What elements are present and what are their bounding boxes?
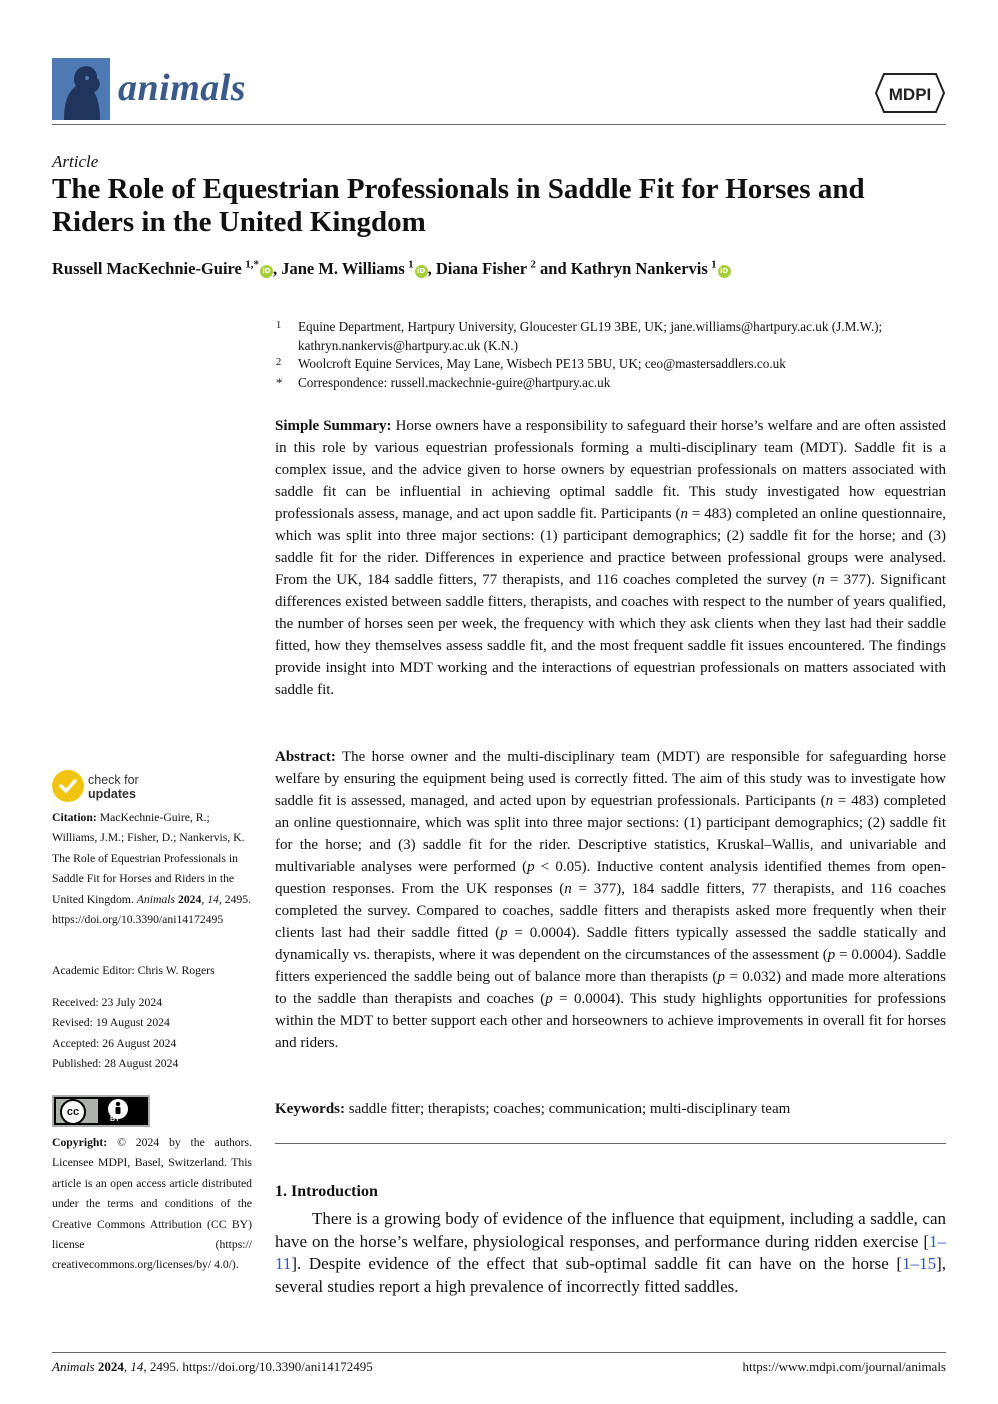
by-label: BY bbox=[110, 1116, 120, 1123]
intro-text: ]. Despite evidence of the effect that sub-optimal saddle fit can have on the horse [ bbox=[291, 1254, 903, 1273]
author-affil-sup: 1,* bbox=[245, 258, 259, 271]
math-var: n bbox=[825, 793, 834, 809]
abstract-label: Abstract: bbox=[275, 749, 336, 765]
footer-journal-url[interactable]: https://www.mdpi.com/journal/animals bbox=[742, 1359, 946, 1374]
summary-text: = 483) completed an online questionnaire, which was split into three major sections: (1) participant demographics; (2) saddle fit for the horse; and (3) saddle fit for the rider. Differences in experience and practice between professional groups were analysed. From the UK, 184 saddle fitters, 77 therapists, and 116 coaches completed the survey ( bbox=[275, 506, 947, 588]
author-conjunction: and bbox=[540, 259, 567, 278]
affiliation-mark: * bbox=[276, 374, 283, 390]
publisher-name: MDPI bbox=[888, 85, 932, 104]
math-var: p bbox=[827, 947, 836, 963]
affiliation-text: Woolcroft Equine Services, May Lane, Wisbech PE13 5BU, UK; ceo@mastersaddlers.co.uk bbox=[298, 356, 786, 371]
cc-icon: cc bbox=[60, 1099, 86, 1125]
abstract-text: < 0.05). Inductive content analysis identified themes from open-question responses. From the UK responses ( bbox=[275, 859, 946, 897]
abstract-text: = 0.0004). This study highlights opportunities for professions within the MDT to better support each other and horseowners to achieve improvements in overall fit for horses and riders. bbox=[275, 991, 947, 1051]
math-var: n bbox=[680, 506, 688, 522]
copyright-text: © 2024 by the authors. Licensee MDPI, Basel, Switzerland. This article is an open access article distributed under the terms and conditions of the Creative Commons Attribution (CC BY) license (https:// creativecommons.org/licenses/by/ 4.0/). bbox=[52, 1136, 252, 1272]
math-var: p bbox=[500, 925, 508, 941]
math-var: p bbox=[545, 991, 553, 1007]
journal-logo-icon bbox=[52, 58, 110, 120]
cc-by-license-badge[interactable] bbox=[52, 1095, 150, 1127]
affiliations bbox=[276, 318, 948, 392]
author-affil-sup: 1 bbox=[408, 258, 414, 271]
correspondence-text: Correspondence: russell.mackechnie-guire@hartpury.ac.uk bbox=[298, 374, 611, 390]
check-updates-label bbox=[88, 773, 139, 801]
citation-block: Citation: MacKechnie-Guire, R.; Williams, J.M.; Fisher, D.; Nankervis, K. The Role of Equestrian Professionals in Saddle Fit for Horses and Riders in the United Kingdom. Animals 2024, 14, 2495. https://doi.org/10.3390/ani14172495 bbox=[52, 811, 252, 927]
summary-text: Horse owners have a responsibility to safeguard their horse’s welfare and are often assisted in this role by various equestrian professionals forming a multi-disciplinary team (MDT). Saddle fit is a complex issue, and the advice given to horse owners by equestrian professionals on matters associated with saddle fit can be influential in achieving optimal saddle fit. This study investigated how equestrian professionals assess, manage, and act upon saddle fit. Participants ( bbox=[275, 418, 947, 522]
citation-journal: Animals bbox=[136, 892, 176, 906]
footer-volume: 14 bbox=[130, 1359, 144, 1374]
affiliation-item bbox=[276, 355, 948, 374]
orcid-icon[interactable]: iD bbox=[260, 265, 273, 278]
abstract bbox=[275, 746, 946, 1054]
keywords-label: Keywords: bbox=[275, 1101, 345, 1117]
summary-text: = 377). Significant differences existed between saddle fitters, therapists, and coaches with respect to the number of years qualified, the number of horses seen per week, the frequency with which they ask clients when they last had their saddle fitted, how they themselves assess saddle fit, and the most frequent saddle fit issues encountered. The findings provide insight into MDT working and the interactions of equestrian professionals on matters associated with saddle fit. bbox=[275, 572, 946, 698]
check-for-updates-button[interactable] bbox=[52, 770, 202, 804]
header-rule bbox=[52, 124, 946, 125]
author-name[interactable]: Diana Fisher bbox=[435, 259, 528, 278]
citation-label: Citation: bbox=[52, 811, 97, 824]
check-updates-icon bbox=[52, 770, 84, 802]
citation-text: MacKechnie-Guire, R.; Williams, J.M.; Fisher, D.; Nankervis, K. The Role of Equestrian Professionals in Saddle Fit for Horses and Riders in the United Kingdom. bbox=[52, 811, 245, 906]
section-rule bbox=[275, 1143, 946, 1144]
abstract-text: = 377), 184 saddle fitters, 77 therapists, and 116 coaches completed the survey. Compared to coaches, saddle fitters and therapists asked more frequently when their clients last had their saddle fitted ( bbox=[275, 881, 946, 941]
dates-block bbox=[52, 993, 252, 1075]
footer-doi[interactable]: , 2495. https://doi.org/10.3390/ani14172495 bbox=[143, 1359, 373, 1374]
academic-editor: Academic Editor: Chris W. Rogers bbox=[52, 964, 215, 977]
author-list: Russell MacKechnie-Guire $^{1,*}$iD , Jane M. Williams $^1$iD , Diana Fisher $^2$ and Kathryn Nankervis $^1$iD bbox=[52, 259, 946, 279]
footer-journal: Animals bbox=[52, 1359, 95, 1374]
received-date: Received: 23 July 2024 bbox=[52, 996, 163, 1009]
author-name[interactable]: Kathryn Nankervis bbox=[570, 259, 708, 278]
section-heading: 1. Introduction bbox=[275, 1183, 378, 1200]
reference-link[interactable]: 1–15 bbox=[902, 1254, 937, 1273]
affiliation-mark: 1 bbox=[276, 320, 282, 331]
summary-label: Simple Summary: bbox=[275, 418, 392, 434]
orcid-icon[interactable]: iD bbox=[415, 265, 428, 278]
simple-summary bbox=[275, 415, 946, 701]
revised-date: Revised: 19 August 2024 bbox=[52, 1016, 170, 1030]
abstract-text: = 0.0004). Saddle fitters typically assessed the saddle statically and dynamically vs. therapists, where it was dependent on the circumstances of the assessment ( bbox=[275, 925, 947, 963]
citation-volume: 14 bbox=[207, 892, 219, 906]
author-affil-sup: 1 bbox=[711, 258, 717, 271]
article-title: The Role of Equestrian Professionals in Saddle Fit for Horses and Riders in the United Kingdom bbox=[52, 173, 865, 238]
author-affil-sup: 2 bbox=[530, 258, 536, 271]
abstract-text: = 483) completed an online questionnaire, which was split into three major sections: (1) participant demographics; (2) saddle fit for the horse; and (3) saddle fit for the rider. Descriptive statistics, Kruskal–Wallis, and univariable and multivariable analyses were performed ( bbox=[275, 793, 946, 875]
correspondence-item bbox=[276, 374, 948, 393]
math-var: p bbox=[527, 859, 535, 875]
copyright-block bbox=[52, 1133, 252, 1276]
affiliation-mark: 2 bbox=[276, 357, 282, 368]
copyright-label: Copyright: bbox=[52, 1136, 108, 1149]
math-var: n bbox=[817, 572, 825, 588]
footer-year: 2024 bbox=[97, 1359, 124, 1374]
mdpi-logo-icon bbox=[874, 72, 946, 119]
cc-badge-panel bbox=[56, 1099, 98, 1123]
intro-paragraph bbox=[275, 1208, 946, 1298]
abstract-text: = 0.032) and made more alterations to the saddle than therapists and coaches ( bbox=[275, 969, 946, 1007]
abstract-text: The horse owner and the multi-disciplinary team (MDT) are responsible for safeguarding horse welfare by ensuring the equipment being used is correctly fitted. The aim of this study was to investigate how saddle fit is assessed, managed, and acted upon by equestrian professionals. Participants ( bbox=[275, 749, 946, 809]
keywords-text: saddle fitter; therapists; coaches; communication; multi-disciplinary team bbox=[348, 1101, 791, 1117]
keywords bbox=[275, 1098, 946, 1120]
footer-rule bbox=[52, 1352, 946, 1353]
affiliation-text: kathryn.nankervis@hartpury.ac.uk (K.N.) bbox=[298, 337, 519, 353]
reference-link[interactable]: 1–11 bbox=[275, 1231, 946, 1273]
article-type: Article bbox=[52, 152, 99, 171]
check-updates-line: check for bbox=[88, 773, 139, 787]
math-var: p bbox=[717, 969, 725, 985]
accepted-date: Accepted: 26 August 2024 bbox=[52, 1036, 177, 1050]
intro-text: There is a growing body of evidence of the influence that equipment, including a saddle, can have on the horse’s welfare, physiological responses, and performance during ridden exercise [ bbox=[275, 1209, 946, 1251]
affiliation-item bbox=[276, 318, 948, 355]
intro-text: ], several studies report a high prevalence of incorrectly fitted saddles. bbox=[275, 1254, 946, 1296]
footer-citation: Animals 2024, 14, 2495. https://doi.org/10.3390/ani14172495 bbox=[52, 1359, 373, 1374]
author-name[interactable]: Russell MacKechnie-Guire bbox=[52, 259, 242, 278]
journal-name: animals bbox=[118, 67, 247, 109]
abstract-text: = 0.0004). Saddle fitters experienced the saddle being out of balance more than therapists ( bbox=[275, 947, 946, 985]
affiliation-text: Equine Department, Hartpury University, Gloucester GL19 3BE, UK; jane.williams@hartpury.ac.uk (J.M.W.); bbox=[298, 319, 883, 334]
journal-header bbox=[52, 58, 946, 124]
published-date: Published: 28 August 2024 bbox=[52, 1057, 179, 1071]
author-name[interactable]: Jane M. Williams bbox=[281, 259, 405, 278]
citation-text[interactable]: , 2495. https://doi.org/10.3390/ani14172495 bbox=[52, 892, 252, 927]
check-updates-line: updates bbox=[88, 787, 136, 801]
citation-year: 2024 bbox=[177, 892, 202, 906]
math-var: n bbox=[564, 881, 572, 897]
orcid-icon[interactable]: iD bbox=[718, 265, 731, 278]
